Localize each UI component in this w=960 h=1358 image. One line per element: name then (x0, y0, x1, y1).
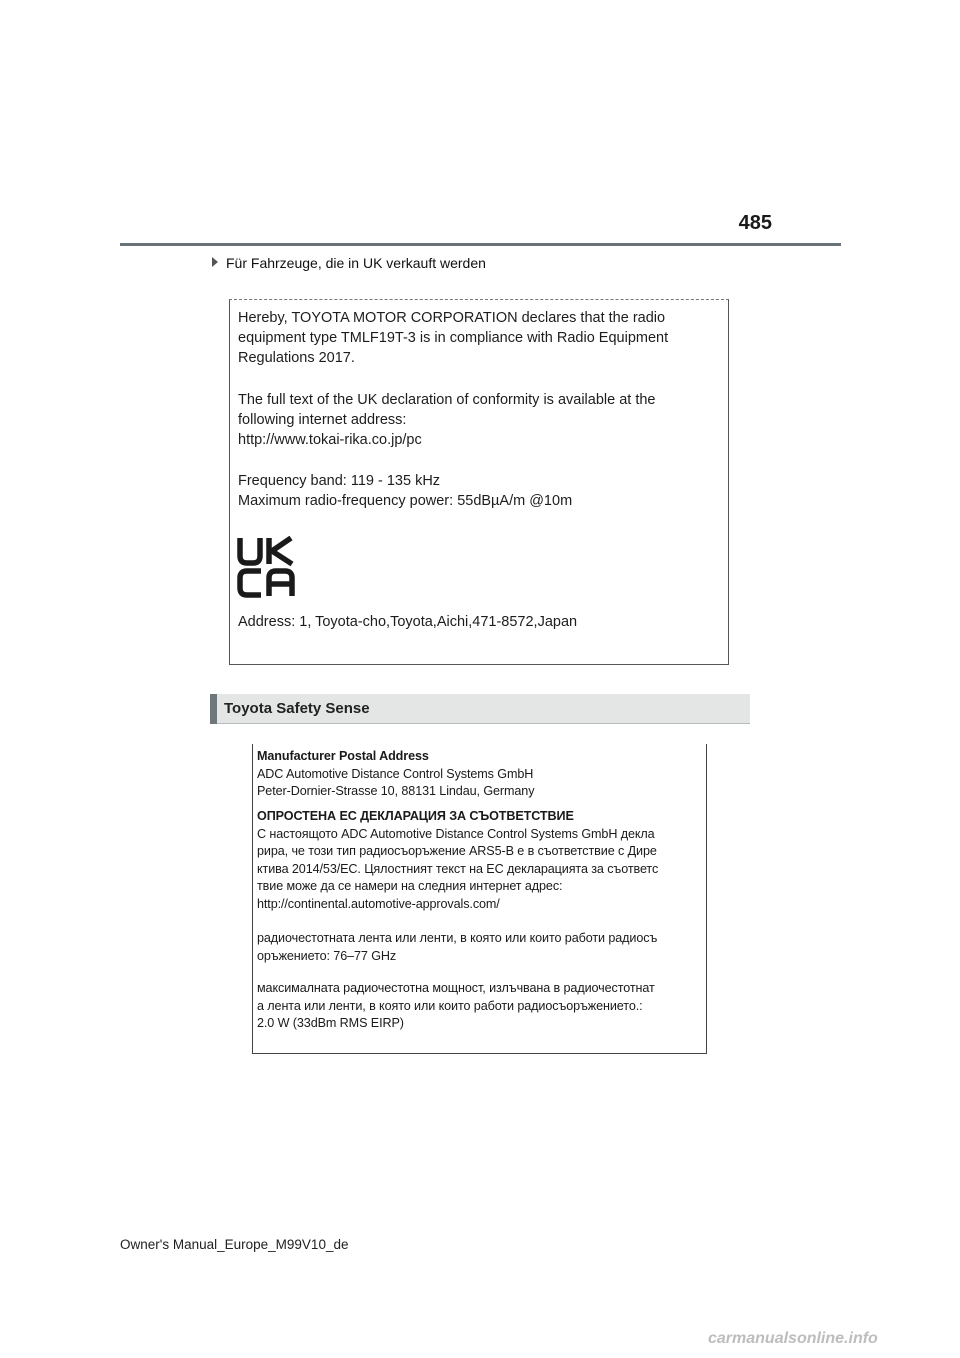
subheading (212, 255, 486, 271)
declaration-line: The full text of the UK declaration of conformity is available at the (238, 392, 656, 408)
frequency-band: Frequency band: 119 - 135 kHz (238, 473, 441, 489)
manufacturer-street: Peter-Dornier-Strasse 10, 88131 Lindau, Germany (257, 784, 535, 799)
address-line: Address: 1, Toyota-cho,Toyota,Aichi,471-8572,Japan (238, 614, 578, 630)
section-title: Toyota Safety Sense (224, 700, 370, 717)
manufacturer-box (252, 744, 707, 1054)
footer-text: Owner's Manual_Europe_M99V10_de (120, 1237, 349, 1252)
bg-declaration-line: рира, че този тип радиосъоръжение ARS5-B е в съответствие с Дире (257, 844, 657, 859)
manufacturer-company: ADC Automotive Distance Control Systems GmbH (257, 766, 534, 781)
ukca-mark-icon (236, 536, 296, 598)
watermark[interactable]: carmanualsonline.info (708, 1330, 878, 1347)
declaration-url: http://www.tokai-rika.co.jp/pc (238, 432, 422, 448)
declaration-line: following internet address: (238, 412, 407, 428)
page-number: 485 (738, 212, 772, 234)
declaration-line: Hereby, TOYOTA MOTOR CORPORATION declares that the radio (238, 310, 666, 326)
bg-declaration-line: твие може да се намери на следния интернет адрес: (257, 879, 563, 894)
declaration-line: Regulations 2017. (238, 350, 355, 366)
bg-power-line: 2.0 W (33dBm RMS EIRP) (257, 1016, 404, 1031)
bg-power-line: максималната радиочестотна мощност, излъчвана в радиочестотнат (257, 981, 655, 995)
declaration-line: equipment type TMLF19T-3 is in compliance with Radio Equipment (238, 330, 669, 346)
section-accent (210, 694, 217, 724)
bg-frequency-line: радиочестотната лента или ленти, в която или които работи радиосъ (257, 931, 658, 945)
max-power: Maximum radio-frequency power: 55dBµA/m @10m (238, 493, 573, 509)
bg-frequency-line: оръжението: 76–77 GHz (257, 948, 397, 963)
uk-declaration-box (229, 299, 729, 665)
section-header (210, 694, 750, 724)
triangle-bullet-icon (212, 257, 218, 267)
manufacturer-heading: Manufacturer Postal Address (257, 749, 429, 763)
header-rule (120, 243, 841, 246)
bg-declaration-heading: ОПРОСТЕНА ЕС ДЕКЛАРАЦИЯ ЗА СЪОТВЕТСТВИЕ (257, 809, 574, 823)
bg-declaration-url: http://continental.automotive-approvals.com/ (257, 896, 500, 911)
bg-declaration-line: ктива 2014/53/ЕС. Цялостният текст на ЕС декларацията за съответс (257, 861, 659, 876)
bg-power-line: а лента или ленти, в която или които работи радиосъоръжението.: (257, 998, 643, 1013)
bg-declaration-line: С настоящото ADC Automotive Distance Control Systems GmbH декла (257, 826, 655, 841)
subheading-text: Für Fahrzeuge, die in UK verkauft werden (226, 255, 486, 271)
